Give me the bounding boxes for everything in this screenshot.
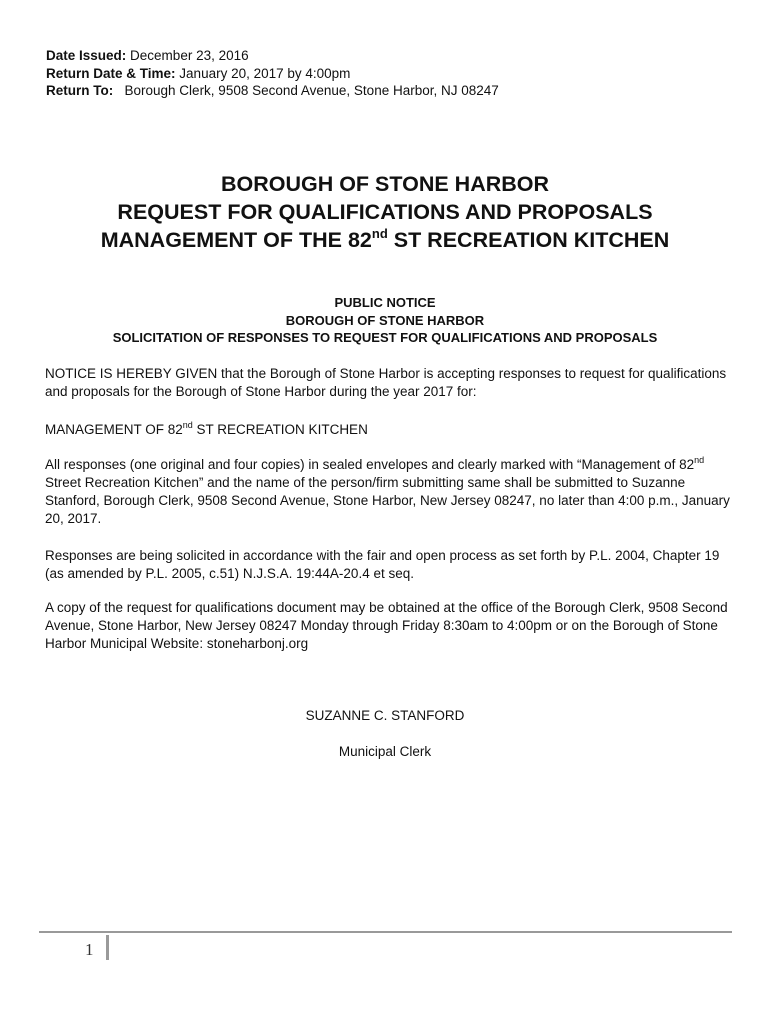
service-title-pre: MANAGEMENT OF 82 <box>45 422 183 437</box>
signatory-title: Municipal Clerk <box>338 744 432 759</box>
service-title-post: ST RECREATION KITCHEN <box>192 422 368 437</box>
submission-paragraph <box>45 456 735 528</box>
notice-line-2: BOROUGH OF STONE HARBOR <box>285 312 485 328</box>
page-number-separator <box>106 935 109 960</box>
date-issued-label: Date Issued: <box>46 48 127 63</box>
notice-line-3: SOLICITATION OF RESPONSES TO REQUEST FOR QUALIFICATIONS AND PROPOSALS <box>112 330 658 345</box>
date-issued-row <box>46 47 499 65</box>
return-date-value: January 20, 2017 by 4:00pm <box>179 65 351 81</box>
return-date-label: Return Date & Time: <box>46 65 176 81</box>
footer-divider <box>39 931 732 933</box>
page-number: 1 <box>85 940 94 959</box>
return-to-row <box>46 82 499 100</box>
title-line-3-pre: MANAGEMENT OF THE 82 <box>100 228 372 252</box>
submission-sup: nd <box>694 454 705 465</box>
service-title-sup: nd <box>182 419 193 430</box>
return-to-label: Return To: <box>46 83 114 98</box>
document-title <box>0 170 770 254</box>
document-availability-paragraph: A copy of the request for qualifications document may be obtained at the office of the Borough Clerk, 9508 Second Avenue, Stone Harbor, New Jersey 08247 Monday through Friday 8:30am to 4:00pm or on the Borough of Stone Harbor Municipal Website: stoneharbonj.org <box>45 600 728 651</box>
notice-paragraph: NOTICE IS HEREBY GIVEN that the Borough of Stone Harbor is accepting responses to request for qualifications and proposals for the Borough of Stone Harbor during the year 2017 for: <box>45 366 727 399</box>
title-line-3-post: ST RECREATION KITCHEN <box>387 228 670 252</box>
public-notice-heading <box>0 294 770 347</box>
return-date-row <box>46 65 499 83</box>
title-line-1: BOROUGH OF STONE HARBOR <box>220 172 550 196</box>
date-issued-value: December 23, 2016 <box>130 48 249 63</box>
title-line-3-sup: nd <box>371 225 388 241</box>
notice-line-1: PUBLIC NOTICE <box>334 295 436 310</box>
title-line-3 <box>0 226 770 254</box>
signatory-name: SUZANNE C. STANFORD <box>305 708 465 723</box>
submission-pre: All responses (one original and four copies) in sealed envelopes and clearly marked with “Management of 82 <box>45 457 695 472</box>
issue-info-block <box>46 47 499 100</box>
submission-post: Street Recreation Kitchen” and the name of the person/firm submitting same shall be submitted to Suzanne Stanford, Borough Clerk, 9508 Second Avenue, Stone Harbor, New Jersey 08247, no later than 4:00 p.m., January 20, 2017. <box>45 475 730 526</box>
return-to-value: Borough Clerk, 9508 Second Avenue, Stone Harbor, NJ 08247 <box>124 83 499 98</box>
legal-basis-paragraph: Responses are being solicited in accordance with the fair and open process as set forth by P.L. 2004, Chapter 19 (as amended by P.L. 2005, c.51) N.J.S.A. 19:44A-20.4 et seq. <box>45 548 720 581</box>
service-title-paragraph <box>45 421 735 439</box>
title-line-2: REQUEST FOR QUALIFICATIONS AND PROPOSALS <box>117 200 653 224</box>
